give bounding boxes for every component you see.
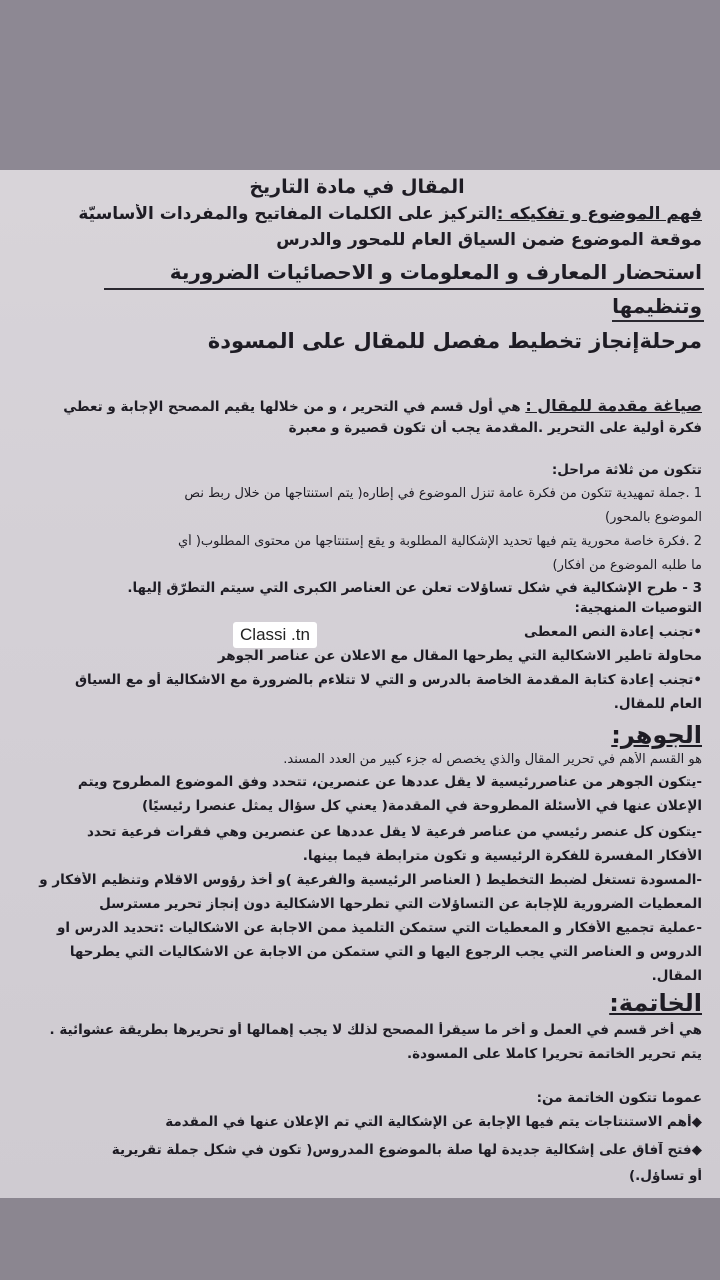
body-paragraph-2-line2: الإعلان عنها في الأسئلة المطروحة في المقدمة( يعني كل سؤال يمثل عنصرا رئيسيًا) bbox=[142, 798, 702, 814]
step-recall-line2: وتنظيمها bbox=[612, 294, 702, 318]
step-outline: مرحلةإنجاز تخطيط مفصل للمقال على المسودة bbox=[207, 329, 702, 353]
document-page bbox=[0, 170, 720, 1198]
body-paragraph-2-line1: -يتكون الجوهر من عناصررئيسية لا يقل عددها عن عنصرين، تتحدد وفق الموضوع المطروح ويتم bbox=[77, 774, 702, 790]
stage1-line1: 1 .جملة تمهيدية تتكون من فكرة عامة تنزل الموضوع في إطاره( يتم استنتاجها من خلال ربط نص bbox=[184, 486, 702, 501]
bottom-background bbox=[0, 1198, 720, 1280]
intro-line1 bbox=[12, 396, 702, 416]
body-paragraph-1: هو القسم الأهم في تحرير المقال والذي يخصص له جزء كبير من العدد المسند. bbox=[283, 752, 702, 767]
document-title: المقال في مادة التاريخ bbox=[249, 176, 465, 198]
stages-intro: تتكون من ثلاثة مراحل: bbox=[551, 462, 702, 478]
underline-rule bbox=[612, 320, 704, 322]
step-recall-line1: استحضار المعارف و المعلومات و الاحصائيات الضرورية bbox=[169, 260, 702, 284]
body-paragraph-5-line3: المقال. bbox=[651, 968, 702, 984]
recommendations-title: التوصيات المنهجية: bbox=[574, 600, 702, 616]
step-context: موقعة الموضوع ضمن السياق العام للمحور والدرس bbox=[276, 230, 702, 250]
conclusion-part-2-line2: أو تساؤل.) bbox=[629, 1168, 702, 1184]
body-paragraph-5-line2: الدروس و العناصر التي يجب الرجوع اليها و التي ستمكن من الاجابة عن الاشكاليات التي يطرحها bbox=[69, 944, 702, 960]
intro-label: صياغة مقدمة للمقال : bbox=[525, 396, 702, 415]
step-understand-label: فهم الموضوع و تفكيكه : bbox=[496, 204, 702, 224]
recommendation-2: محاولة تاطير الاشكالية التي يطرحها المقال مع الاعلان عن عناصر الجوهر bbox=[217, 648, 702, 664]
conclusion-section-title: الخاتمة: bbox=[609, 989, 702, 1017]
stage2-line1: 2 .فكرة خاصة محورية يتم فيها تحديد الإشكالية المطلوبة و يقع إستنتاجها من محتوى المطلوب( أي bbox=[177, 534, 702, 549]
recommendation-3-line1: •تجنب إعادة كتابة المقدمة الخاصة بالدرس و التي لا تتلاءم بالضرورة مع الاشكالية أو مع السياق bbox=[74, 672, 702, 688]
conclusion-part-1: ◆أهم الاستنتاجات يتم فيها الإجابة عن الإشكالية التي تم الإعلان عنها في المقدمة bbox=[165, 1114, 702, 1130]
stage2-line2: ما طلبه الموضوع من أفكار) bbox=[552, 558, 702, 573]
body-paragraph-4-line1: -المسودة تستغل لضبط التخطيط ( العناصر الرئيسية والفرعية )و أخذ رؤوس الاقلام وتنظيم الأفكار و bbox=[39, 872, 702, 888]
step-understand bbox=[12, 204, 702, 225]
recommendation-3-line2: العام للمقال. bbox=[613, 696, 702, 712]
watermark-label: Classi .tn bbox=[233, 622, 317, 648]
body-paragraph-3-line1: -يتكون كل عنصر رئيسي من عناصر فرعية لا يقل عددها عن عنصرين وهي فقرات فرعية تحدد bbox=[86, 824, 702, 840]
stage1-line2: الموضوع بالمحور) bbox=[605, 510, 702, 525]
stage3: 3 - طرح الإشكالية في شكل تساؤلات تعلن عن العناصر الكبرى التي سيتم التطرّق إليها. bbox=[127, 580, 702, 596]
underline-rule bbox=[104, 288, 704, 290]
top-background bbox=[0, 0, 720, 170]
body-paragraph-5-line1: -عملية تجميع الأفكار و المعطيات التي ستمكن التلميذ ممن الاجابة عن الاشكاليات :تحديد الدرس او bbox=[56, 920, 702, 936]
conclusion-parts-intro: عموما تتكون الخاتمة من: bbox=[536, 1090, 702, 1106]
recommendation-1: •تجنب إعادة النص المعطى bbox=[524, 624, 702, 640]
step-understand-text: التركيز على الكلمات المفاتيح والمفردات الأساسيّة bbox=[78, 204, 497, 224]
conclusion-part-2-line1: ◆فتح آفاق على إشكالية جديدة لها صلة بالموضوع المدروس( تكون في شكل جملة تقريرية bbox=[111, 1142, 702, 1158]
intro-text: هي أول قسم في التحرير ، و من خلالها يقيم المصحح الإجابة و تعطي bbox=[63, 399, 521, 415]
intro-line2: فكرة أولية على التحرير .المقدمة يجب أن تكون قصيرة و معبرة bbox=[288, 420, 702, 436]
body-paragraph-3-line2: الأفكار المفسرة للفكرة الرئيسية و تكون مترابطة فيما بينها. bbox=[302, 848, 702, 864]
conclusion-paragraph-2: يتم تحرير الخاتمة تحريرا كاملا على المسودة. bbox=[406, 1046, 702, 1062]
body-section-title: الجوهر: bbox=[611, 721, 702, 749]
conclusion-paragraph-1: هي أخر قسم في العمل و أخر ما سيقرأ المصحح لذلك لا يجب إهمالها أو تحريرها بطريقة عشوائية . bbox=[49, 1022, 702, 1038]
body-paragraph-4-line2: المعطيات الضرورية للإجابة عن التساؤلات التي تطرحها الاشكالية دون إنجاز تحرير مسترسل bbox=[99, 896, 702, 912]
